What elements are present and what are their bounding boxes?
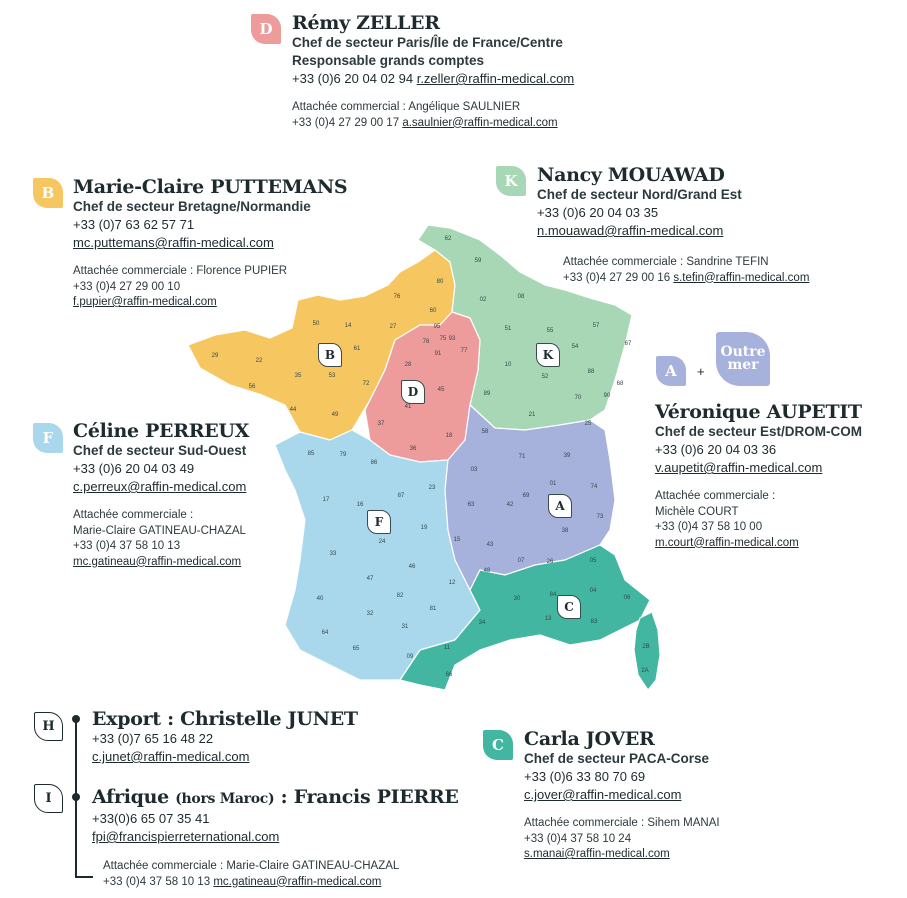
department-label-23: 23	[428, 485, 436, 491]
assistant-phone: +33 (0)4 27 29 00 10	[73, 280, 181, 293]
contact-name-b: (hors Maroc)	[175, 791, 275, 807]
department-label-32: 32	[366, 611, 374, 617]
timeline-dot-h	[72, 715, 80, 723]
department-label-2A: 2A	[641, 668, 649, 674]
badge-b	[33, 178, 63, 208]
department-label-50: 50	[312, 321, 320, 327]
department-label-05: 05	[589, 558, 597, 564]
map-badge-a-label: A	[555, 499, 565, 513]
badge-b-label: B	[41, 184, 55, 202]
contact-aupetit	[655, 401, 862, 551]
department-label-24: 24	[378, 539, 386, 545]
contact-mouawad	[537, 164, 742, 240]
badge-outremer-line2: mer	[727, 357, 759, 373]
department-label-02: 02	[479, 297, 487, 303]
assistant-email-link[interactable]: s.manai@raffin-medical.com	[524, 848, 670, 860]
email-link[interactable]: c.junet@raffin-medical.com	[92, 749, 250, 764]
contact-junet	[92, 708, 358, 766]
department-label-36: 36	[409, 446, 417, 452]
department-label-53: 53	[328, 373, 336, 379]
assistant-email-link[interactable]: mc.gatineau@raffin-medical.com	[73, 555, 242, 568]
assistant-title: Attachée commerciale : Sihem MANAI	[524, 817, 720, 829]
timeline-dot-i	[72, 793, 80, 801]
department-label-79: 79	[339, 452, 347, 458]
department-label-89: 89	[483, 391, 491, 397]
department-label-45: 45	[437, 387, 445, 393]
department-label-14: 14	[344, 323, 352, 329]
assistant-title: Attachée commerciale :	[655, 490, 776, 502]
badge-a	[656, 356, 686, 386]
department-label-34: 34	[478, 620, 486, 626]
department-label-80: 80	[436, 279, 444, 285]
department-label-49: 49	[331, 412, 339, 418]
department-label-72: 72	[362, 381, 370, 387]
assistant-line	[563, 271, 809, 287]
badge-f-label: F	[42, 429, 54, 447]
department-label-71: 71	[518, 454, 526, 460]
department-label-13: 13	[544, 616, 552, 622]
department-label-31: 31	[401, 624, 409, 630]
email-link[interactable]: n.mouawad@raffin-medical.com	[537, 223, 724, 238]
assistant-email-link[interactable]: s.tefin@raffin-medical.com	[673, 271, 810, 284]
department-label-51: 51	[504, 326, 512, 332]
department-label-17: 17	[322, 497, 330, 503]
region-corse	[634, 612, 660, 690]
department-label-69: 69	[522, 493, 530, 499]
department-label-58: 58	[481, 429, 489, 435]
contact-role: Chef de secteur Bretagne/Normandie	[73, 199, 311, 214]
department-label-82: 82	[396, 593, 404, 599]
department-label-09: 09	[406, 654, 414, 660]
department-label-54: 54	[571, 344, 579, 350]
assistant-email-link[interactable]: mc.gatineau@raffin-medical.com	[213, 875, 382, 888]
assistant-phone: +33 (0)4 37 58 10 13	[103, 875, 211, 888]
badge-k	[496, 166, 526, 196]
badge-a-label: A	[665, 362, 677, 380]
department-label-57: 57	[592, 323, 600, 329]
map-badge-c	[557, 595, 581, 619]
department-label-60: 60	[429, 308, 437, 314]
department-label-22: 22	[255, 358, 263, 364]
contact-puttemans	[73, 176, 347, 311]
map-badge-b-label: B	[324, 348, 336, 362]
assistant-email-link[interactable]: f.pupier@raffin-medical.com	[73, 296, 217, 308]
department-label-29: 29	[211, 353, 219, 359]
contact-name: Export : Christelle JUNET	[92, 708, 358, 730]
contact-pierre	[92, 786, 459, 846]
assistant-line	[103, 875, 399, 891]
assistant-phone: +33 (0)4 37 58 10 24	[524, 832, 632, 845]
badge-outremer-line1: Outre	[720, 344, 766, 360]
department-label-18: 18	[445, 433, 453, 439]
department-label-38: 38	[561, 528, 569, 534]
phone: +33(0)6 65 07 35 41	[92, 811, 210, 826]
department-label-44: 44	[289, 407, 297, 413]
badge-d-label: D	[259, 20, 273, 38]
department-label-65: 65	[352, 646, 360, 652]
department-label-93: 93	[448, 336, 456, 342]
map-badge-b	[318, 343, 342, 367]
assistant-title: Attachée commerciale : Florence PUPIER	[73, 265, 288, 277]
contact-zeller	[292, 12, 574, 131]
map-badge-c-label: C	[564, 600, 574, 614]
badge-outremer	[716, 332, 770, 386]
email-link[interactable]: mc.puttemans@raffin-medical.com	[73, 235, 274, 250]
contact-name-a: Afrique	[92, 786, 169, 808]
department-label-63: 63	[467, 502, 475, 508]
assistant-phone: +33 (0)4 37 58 10 00	[655, 521, 763, 533]
map-badge-d	[401, 380, 425, 404]
timeline-foot	[75, 876, 93, 878]
department-label-90: 90	[603, 393, 611, 399]
contact-name: Carla JOVER	[524, 728, 655, 750]
department-label-85: 85	[307, 451, 315, 457]
phone: +33 (0)6 20 04 03 35	[537, 205, 659, 220]
badge-c-label: C	[492, 736, 504, 754]
department-label-03: 03	[470, 467, 478, 473]
department-label-35: 35	[294, 373, 302, 379]
map-badge-a	[548, 494, 572, 518]
assistant-name: Marie-Claire GATINEAU-CHAZAL	[73, 524, 246, 537]
assistant-phone: +33 (0)4 37 58 10 13	[73, 540, 181, 552]
department-label-78: 78	[422, 339, 430, 345]
contact-name: Marie-Claire PUTTEMANS	[73, 176, 348, 198]
badge-h	[34, 712, 63, 741]
badge-h-label: H	[42, 719, 55, 734]
department-label-87: 87	[397, 493, 405, 499]
department-label-47: 47	[366, 576, 374, 582]
department-label-08: 08	[517, 294, 525, 300]
phone: +33 (0)7 65 16 48 22	[92, 731, 214, 746]
phone: +33 (0)6 20 04 03 36	[655, 442, 777, 457]
department-label-64: 64	[321, 630, 329, 636]
department-label-11: 11	[443, 645, 451, 651]
assistant-title: Attachée commerciale : Marie-Claire GATINEAU-CHAZAL	[103, 860, 400, 872]
phone: +33 (0)7 63 62 57 71	[73, 217, 195, 232]
assistant-title: Attachée commerciale :	[73, 509, 194, 521]
department-label-74: 74	[590, 484, 598, 490]
phone: +33 (0)6 20 04 02 94	[292, 71, 414, 86]
department-label-16: 16	[356, 502, 364, 508]
badge-d	[251, 14, 281, 44]
department-label-33: 33	[329, 551, 337, 557]
badge-i	[34, 784, 63, 813]
department-label-43: 43	[486, 542, 494, 548]
department-label-10: 10	[504, 362, 512, 368]
contact-name: Nancy MOUAWAD	[537, 164, 725, 186]
contact-role: Chef de secteur Est/DROM-COM	[655, 424, 863, 439]
department-label-62: 62	[444, 236, 452, 242]
email-link[interactable]: r.zeller@raffin-medical.com	[416, 71, 575, 86]
department-label-27: 27	[389, 324, 397, 330]
department-label-19: 19	[420, 525, 428, 531]
map-badge-d-label: D	[407, 385, 419, 399]
contact-phone-line	[292, 70, 574, 88]
contact-role: Chef de secteur Sud-Ouest	[73, 443, 247, 458]
email-link[interactable]: c.jover@raffin-medical.com	[524, 787, 682, 802]
assistant-mouawad	[563, 255, 809, 286]
email-link[interactable]: fpi@francispierreternational.com	[92, 829, 280, 844]
department-label-30: 30	[513, 596, 521, 602]
map-badge-k	[536, 343, 560, 367]
assistant-line	[292, 116, 574, 132]
department-label-01: 01	[549, 481, 557, 487]
department-label-52: 52	[541, 374, 549, 380]
department-label-84: 84	[549, 592, 557, 598]
badge-k-label: K	[504, 172, 518, 190]
map-badge-f-label: F	[374, 515, 384, 529]
department-label-55: 55	[546, 328, 554, 334]
department-label-66: 66	[445, 672, 453, 678]
department-label-70: 70	[574, 395, 582, 401]
department-label-40: 40	[316, 596, 324, 602]
badge-c	[483, 730, 513, 760]
assistant-email-link[interactable]: a.saulnier@raffin-medical.com	[402, 116, 558, 129]
department-label-77: 77	[460, 348, 468, 354]
contact-name	[92, 786, 459, 810]
department-label-81: 81	[429, 606, 437, 612]
department-label-59: 59	[474, 258, 482, 264]
department-label-68: 68	[616, 381, 624, 387]
department-label-48: 48	[483, 568, 491, 574]
assistant-phone: +33 (0)4 27 29 00 16	[563, 271, 671, 284]
department-label-75: 75	[439, 336, 447, 342]
contact-perreux	[73, 420, 249, 570]
assistant-name: Michèle COURT	[655, 505, 739, 518]
contact-name: Rémy ZELLER	[292, 12, 440, 34]
department-label-39: 39	[563, 453, 571, 459]
department-label-04: 04	[589, 588, 597, 594]
department-label-12: 12	[448, 580, 456, 586]
department-label-95: 95	[433, 324, 441, 330]
department-label-28: 28	[404, 362, 412, 368]
contact-name: Véronique AUPETIT	[655, 401, 862, 423]
department-label-37: 37	[377, 421, 385, 427]
department-label-06: 06	[623, 595, 631, 601]
map-badge-k-label: K	[542, 348, 554, 362]
badge-f	[33, 423, 63, 453]
department-label-91: 91	[434, 351, 442, 357]
department-label-67: 67	[624, 341, 632, 347]
department-label-61: 61	[353, 346, 361, 352]
contact-role: Chef de secteur PACA-Corse	[524, 751, 710, 766]
department-label-73: 73	[596, 514, 604, 520]
email-link[interactable]: c.perreux@raffin-medical.com	[73, 479, 247, 494]
department-label-41: 41	[404, 404, 412, 410]
department-label-83: 83	[590, 619, 598, 625]
badge-i-label: I	[45, 791, 52, 806]
assistant-title: Attachée commercial : Angélique SAULNIER	[292, 101, 521, 113]
department-label-42: 42	[506, 502, 514, 508]
contact-jover	[524, 728, 720, 863]
department-label-46: 46	[408, 564, 416, 570]
department-label-86: 86	[370, 460, 378, 466]
contact-role-2: Responsable grands comptes	[292, 53, 485, 68]
department-label-88: 88	[587, 369, 595, 375]
phone: +33 (0)6 20 04 03 49	[73, 461, 195, 476]
phone: +33 (0)6 33 80 70 69	[524, 769, 646, 784]
department-label-56: 56	[248, 384, 256, 390]
email-link[interactable]: v.aupetit@raffin-medical.com	[655, 460, 823, 475]
assistant-email-link[interactable]: m.court@raffin-medical.com	[655, 536, 799, 549]
contact-name: Céline PERREUX	[73, 420, 250, 442]
department-label-76: 76	[393, 294, 401, 300]
contact-role: Chef de secteur Paris/Île de France/Centre	[292, 35, 563, 50]
department-label-2B: 2B	[642, 644, 650, 650]
map-badge-f	[367, 510, 391, 534]
assistant-phone: +33 (0)4 27 29 00 17	[292, 116, 400, 129]
assistant-title: Attachée commerciale : Sandrine TEFIN	[563, 256, 769, 268]
contact-name-c: : Francis PIERRE	[280, 786, 459, 808]
department-label-21: 21	[528, 412, 536, 418]
department-label-07: 07	[517, 558, 525, 564]
plus-sign: +	[697, 364, 705, 379]
department-label-15: 15	[453, 537, 461, 543]
department-label-26: 26	[546, 559, 554, 565]
contact-role: Chef de secteur Nord/Grand Est	[537, 187, 742, 202]
department-label-25: 25	[584, 421, 592, 427]
assistant-pierre	[103, 859, 399, 890]
